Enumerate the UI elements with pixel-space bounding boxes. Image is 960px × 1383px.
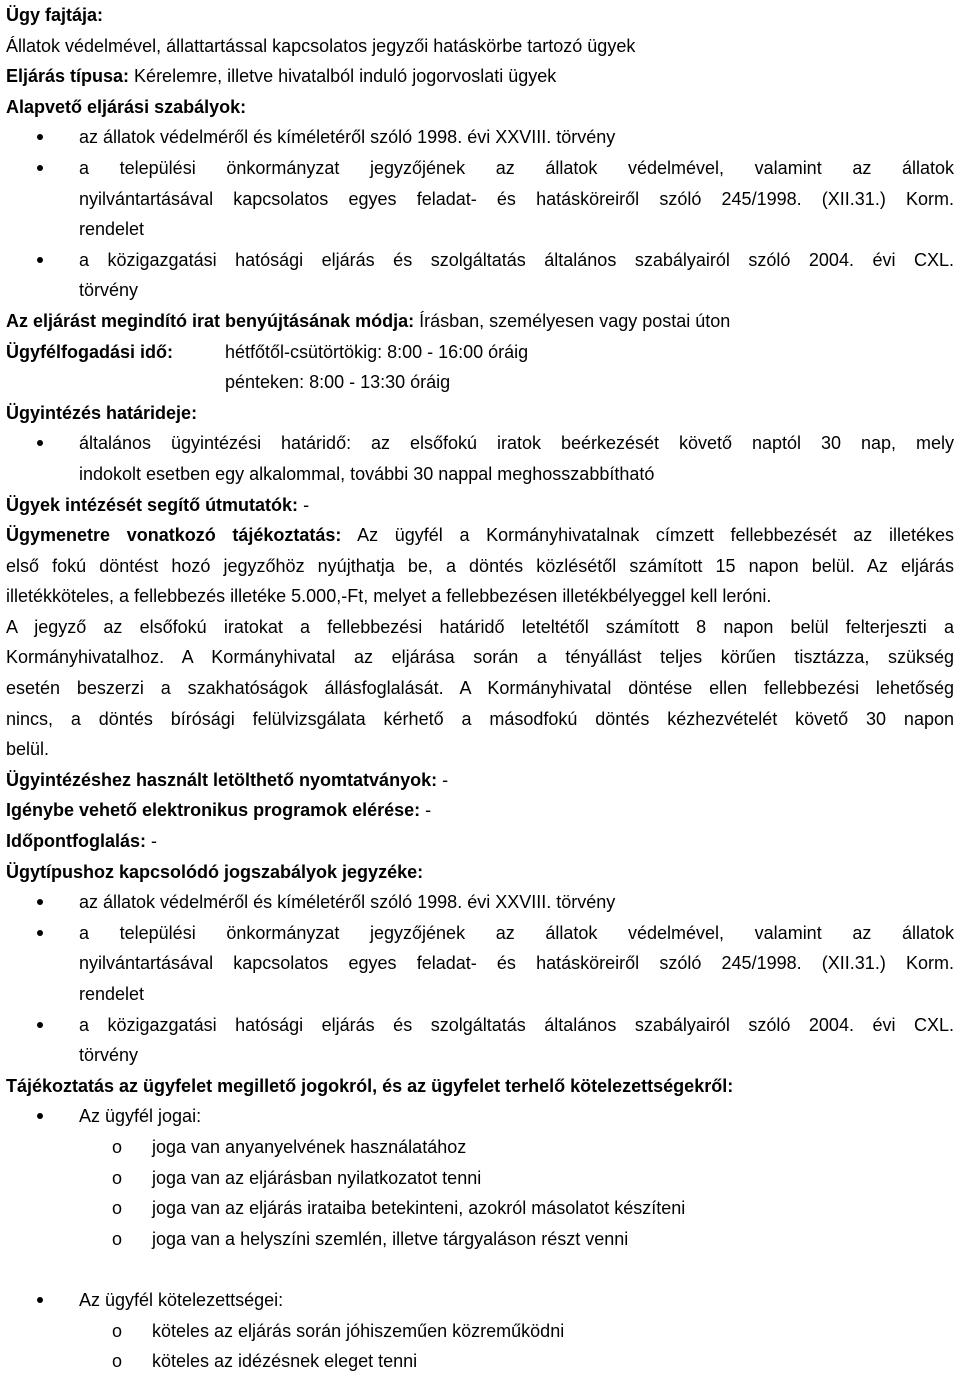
- list-item: az állatok védelméről és kíméletéről szóló 1998. évi XXVIII. törvény: [6, 122, 954, 153]
- office-hours: [6, 337, 954, 368]
- rights-list: [6, 1132, 954, 1254]
- list-item: az állatok védelméről és kíméletéről szóló 1998. évi XXVIII. törvény: [6, 887, 954, 918]
- bullet-icon: [37, 1022, 43, 1028]
- bullet-icon: [37, 930, 43, 936]
- bullet-icon: [37, 440, 43, 446]
- bullet-icon: [37, 1113, 43, 1119]
- forms: Ügyintézéshez használt letölthető nyomtatványok: -: [6, 769, 449, 790]
- rights-heading: Tájékoztatás az ügyfelet megillető jogokról, és az ügyfelet terhelő kötelezettségekről:: [6, 1075, 734, 1096]
- deadline-heading: Ügyintézés határideje:: [6, 402, 198, 423]
- circle-bullet-icon: o: [112, 1136, 123, 1157]
- procedure-type-label: Eljárás típusa:: [6, 66, 130, 87]
- duties-list: [6, 1316, 954, 1377]
- rights-label: Az ügyfél jogai:: [79, 1106, 202, 1127]
- submission-label: Az eljárást megindító irat benyújtásának módja:: [6, 310, 415, 331]
- list-item: a települési önkormányzat jegyzőjének az állatok védelmével, valamint az állatok nyilvántartásával kapcsolatos egyes feladat- és hatásköreiről szóló 245/1998. (XII.31.) Korm. rendelet: [6, 153, 954, 245]
- basic-rules-list: [6, 122, 954, 306]
- deadline-list: [6, 428, 954, 489]
- office-hours-weekdays: hétfőtől-csütörtökig: 8:00 - 16:00 óráig: [225, 341, 529, 362]
- list-item: o joga van anyanyelvének használatához: [6, 1132, 954, 1163]
- list-item: o joga van az eljárásban nyilatkozatot tenni: [6, 1163, 954, 1194]
- list-item: a települési önkormányzat jegyzőjének az állatok védelmével, valamint az állatok nyilvántartásával kapcsolatos egyes feladat- és hatásköreiről szóló 245/1998. (XII.31.) Korm. rendelet: [6, 918, 954, 1010]
- submission-value: Írásban, személyesen vagy postai úton: [414, 310, 731, 331]
- list-item: o köteles az eljárás során jóhiszeműen közreműködni: [6, 1316, 954, 1347]
- forms-label: Ügyintézéshez használt letölthető nyomtatványok:: [6, 769, 438, 790]
- procedure-type-value: Kérelemre, illetve hivatalból induló jogorvoslati ügyek: [129, 66, 557, 87]
- rights-section: [6, 1101, 954, 1132]
- list-item: általános ügyintézési határidő: az elsőfokú iratok beérkezését követő naptól 30 nap, mely indokolt esetben egy alkalommal, további 30 nappal meghosszabbítható: [6, 428, 954, 489]
- programs-label: Igénybe vehető elektronikus programok elérése:: [6, 800, 421, 821]
- circle-bullet-icon: o: [112, 1228, 123, 1249]
- bullet-icon: [37, 134, 43, 140]
- duties-label: Az ügyfél kötelezettségei:: [79, 1289, 284, 1310]
- circle-bullet-icon: o: [112, 1320, 123, 1341]
- booking: Időpontfoglalás: -: [6, 831, 157, 852]
- list-item: [6, 1101, 954, 1132]
- list-item: o joga van az eljárás irataiba betekinteni, azokról másolatot készíteni: [6, 1193, 954, 1224]
- circle-bullet-icon: o: [112, 1351, 123, 1372]
- guides-label: Ügyek intézését segítő útmutatók:: [6, 494, 299, 515]
- spacer: [6, 1254, 954, 1285]
- bullet-icon: [37, 899, 43, 905]
- case-type-heading: Ügy fajtája:: [6, 5, 104, 25]
- list-item: a közigazgatási hatósági eljárás és szolgáltatás általános szabályairól szóló 2004. évi CXL. törvény: [6, 245, 954, 306]
- circle-bullet-icon: o: [112, 1198, 123, 1219]
- submission-method: [6, 306, 954, 337]
- case-type-value: Állatok védelmével, állattartással kapcsolatos jegyzői hatáskörbe tartozó ügyek: [6, 35, 636, 56]
- circle-bullet-icon: o: [112, 1167, 123, 1188]
- bullet-icon: [37, 165, 43, 171]
- office-hours-label: Ügyfélfogadási idő:: [6, 341, 174, 362]
- laws-list: [6, 887, 954, 1071]
- list-item: a közigazgatási hatósági eljárás és szolgáltatás általános szabályairól szóló 2004. évi CXL. törvény: [6, 1010, 954, 1071]
- programs: Igénybe vehető elektronikus programok elérése: -: [6, 800, 432, 821]
- procedure-type: [6, 61, 954, 92]
- bullet-icon: [37, 1297, 43, 1303]
- list-item: [6, 1285, 954, 1316]
- guides: Ügyek intézését segítő útmutatók: -: [6, 494, 310, 515]
- basic-rules-heading: Alapvető eljárási szabályok:: [6, 96, 247, 117]
- procedure-info-label: Ügymenetre vonatkozó tájékoztatás:: [6, 525, 342, 546]
- office-hours-friday: pénteken: 8:00 - 13:30 óráig: [225, 372, 451, 393]
- procedure-info: Ügymenetre vonatkozó tájékoztatás: Az ügyfél a Kormányhivatalnak címzett fellebbezését az illetékes első fokú döntést hozó jegyzőhöz nyújthatja be, a döntés közlésétől számított 15 napon belül. Az eljárás illetékköteles, a fellebbezés illetéke 5.000,-Ft, melyet a fellebbezésen illetékbélyeggel kell leróni. A jegyző az elsőfokú iratokat a fellebbezési határidő leteltétől számított 8 napon belül felterjeszti a Kormányhivatalhoz. A Kormányhivatal az eljárása során a tényállást teljes körűen tisztázza, szükség esetén beszerzi a szakhatóságok állásfoglalását. A Kormányhivatal döntése ellen fellebbezési lehetőség nincs, a döntés bírósági felülvizsgálata kérhető a másodfokú döntés kézhezvételét követő 30 napon belül.: [6, 525, 954, 760]
- list-item: o joga van a helyszíni szemlén, illetve tárgyaláson részt venni: [6, 1224, 954, 1255]
- booking-label: Időpontfoglalás:: [6, 831, 146, 852]
- list-item: o köteles az idézésnek eleget tenni: [6, 1346, 954, 1377]
- bullet-icon: [37, 257, 43, 263]
- duties-section: [6, 1285, 954, 1316]
- laws-heading: Ügytípushoz kapcsolódó jogszabályok jegyzéke:: [6, 861, 424, 882]
